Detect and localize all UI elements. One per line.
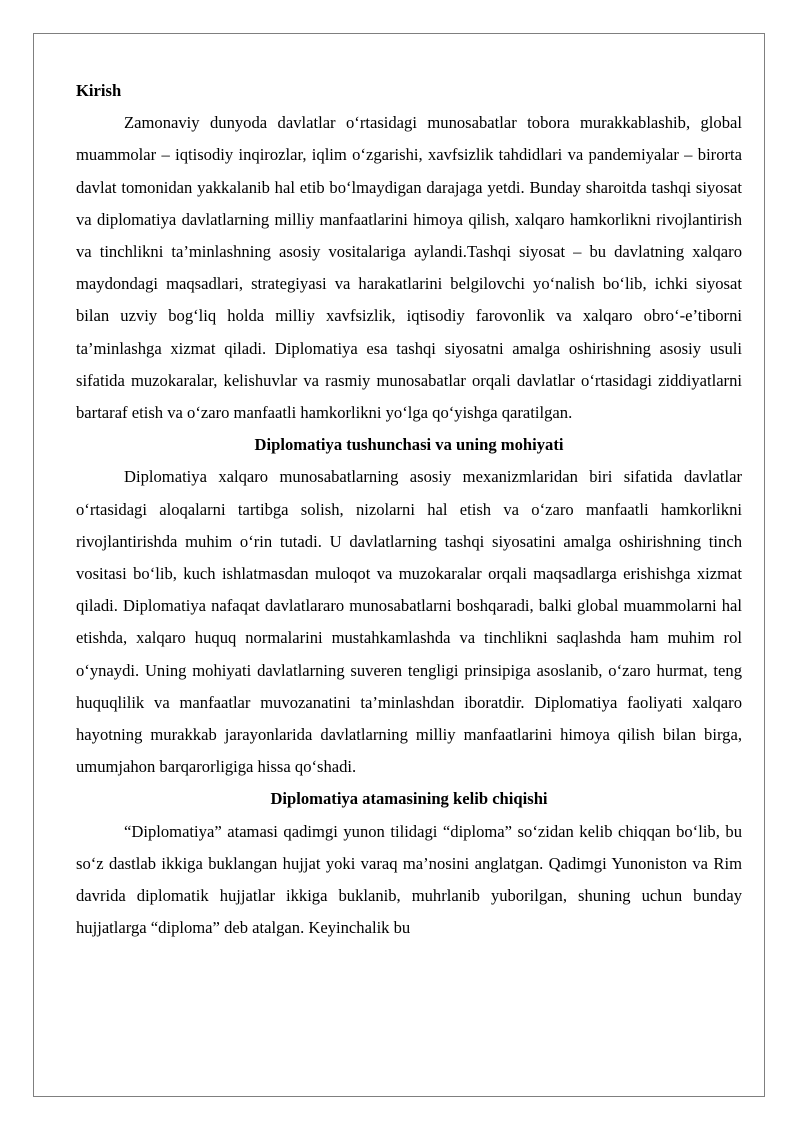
section-paragraph-diplomacy-concept: Diplomatiya xalqaro munosabatlarning asosiy mexanizmlaridan biri sifatida davlatlar o‘rtasidagi aloqalarni tartibga solish, nizolarni hal etish va o‘zaro manfaatli hamkorlikni rivojlantirishda muhim o‘rin tutadi. U davlatlarning tashqi siyosatini amalga oshirishning tinch vositasi bo‘lib, kuch ishlatmasdan muloqot va muzokaralar orqali maqsadlarga erishishga xizmat qiladi. Diplomatiya nafaqat davlatlararo munosabatlarni boshqaradi, balki global muammolarni hal etishda, xalqaro huquq normalarini mustahkamlashda va tinchlikni saqlashda ham muhim rol o‘ynaydi. Uning mohiyati davlatlarning suveren tengligi prinsipiga asoslanib, o‘zaro hurmat, teng huquqlilik va manfaatlar muvozanatini ta’minlashdan iboratdir. Diplomatiya faoliyati xalqaro hayotning murakkab jarayonlarida davlatlarning milliy manfaatlarini himoya qilish bilan birga, umumjahon barqarorligiga hissa qo‘shadi.	[76, 467, 742, 777]
document-body	[76, 75, 742, 944]
section-heading-diplomacy-concept: Diplomatiya tushunchasi va uning mohiyati	[254, 435, 564, 455]
intro-heading: Kirish	[76, 81, 122, 100]
section-heading-term-origin: Diplomatiya atamasining kelib chiqishi	[270, 789, 548, 809]
intro-paragraph: Zamonaviy dunyoda davlatlar o‘rtasidagi munosabatlar tobora murakkablashib, global muammolar – iqtisodiy inqirozlar, iqlim o‘zgarishi, xavfsizlik tahdidlari va pandemiyalar – birorta davlat tomonidan yakkalanib hal etib bo‘lmaydigan darajaga yetdi. Bunday sharoitda tashqi siyosat va diplomatiya davlatlarning milliy manfaatlarini himoya qilish, xalqaro hamkorlikni rivojlantirish va tinchlikni ta’minlashning asosiy vositalariga aylandi.Tashqi siyosat – bu davlatning xalqaro maydondagi maqsadlari, strategiyasi va harakatlarini belgilovchi yo‘nalish bo‘lib, ichki siyosat bilan uzviy bog‘liq holda milliy xavfsizlik, iqtisodiy farovonlik va xalqaro obro‘-e’tiborni ta’minlashga xizmat qiladi. Diplomatiya esa tashqi siyosatni amalga oshirishning asosiy usuli sifatida muzokaralar, kelishuvlar va rasmiy munosabatlar orqali davlatlar o‘rtasidagi ziddiyatlarni bartaraf etish va o‘zaro manfaatli hamkorlikni yo‘lga qo‘yishga qaratilgan.	[76, 113, 742, 423]
section-paragraph-term-origin: “Diplomatiya” atamasi qadimgi yunon tilidagi “diploma” so‘zidan kelib chiqqan bo‘lib, bu so‘z dastlab ikkiga buklangan hujjat yoki varaq ma’nosini anglatgan. Qadimgi Yunoniston va Rim davrida diplomatik hujjatlar ikkiga buklanib, muhrlanib yuborilgan, shuning uchun bunday hujjatlarga “diploma” deb atalgan. Keyinchalik bu	[76, 821, 742, 938]
